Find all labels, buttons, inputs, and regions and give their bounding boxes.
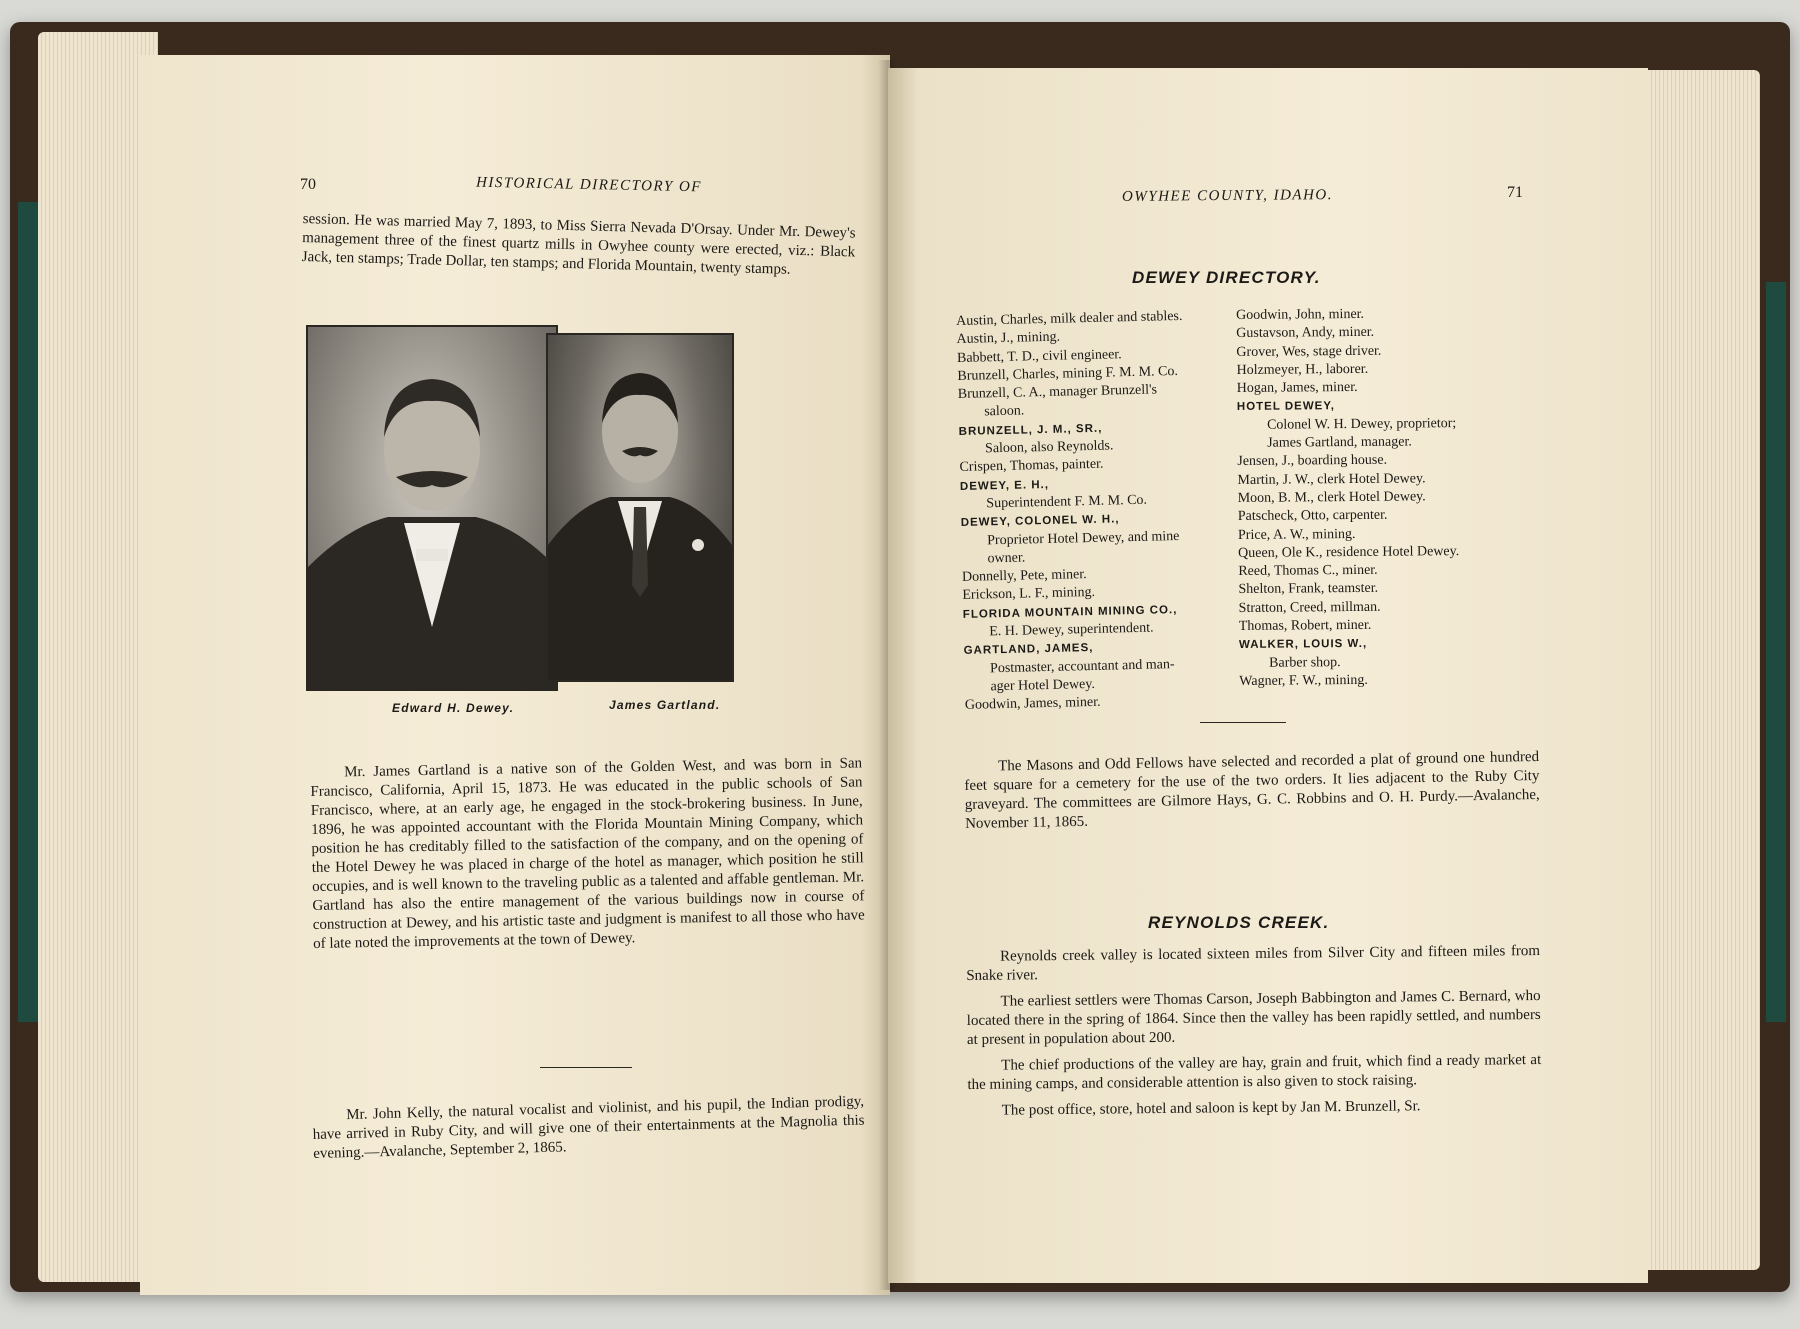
directory-entry: Postmaster, accountant and man- bbox=[989, 656, 1175, 676]
directory-entry: Colonel W. H. Dewey, proprietor; bbox=[1266, 415, 1457, 433]
directory-entry: Crispen, Thomas, painter. bbox=[959, 457, 1104, 476]
directory-entry: Erickson, L. F., mining. bbox=[962, 585, 1096, 604]
masons-paragraph-text: The Masons and Odd Fellows have selected and recorded a plat of ground one hundred feet square for a cemetery for the use of the two orders. It lies adjacent to the Ruby City graveyard. The committees are Gilmore Hays, G. C. Robbins and O. H. Purdy.—Avalanche, November 11, 1865. bbox=[964, 748, 1540, 832]
reynolds-creek-heading: REYNOLDS CREEK. bbox=[1148, 913, 1330, 932]
dewey-directory-heading: DEWEY DIRECTORY. bbox=[1132, 268, 1321, 287]
directory-entry: Patscheck, Otto, carpenter. bbox=[1237, 507, 1388, 525]
page-number-right: 71 bbox=[1507, 184, 1523, 201]
reynolds-paragraph-3: The chief productions of the valley are hay, grain and fruit, which find a ready market at the mining camps, and considerable attention is also given to stock raising. bbox=[967, 1051, 1542, 1093]
directory-entry: James Gartland, manager. bbox=[1267, 434, 1412, 451]
photo-edward-dewey bbox=[306, 325, 558, 691]
gartland-paragraph-text: Mr. James Gartland is a native son of the Golden West, and was born in San Francisco, California, April 15, 1873. He was educated in the public schools of San Francisco, where, at an early age, he engaged in the stock-brokering business. In June, 1896, he was appointed accountant with the Florida Mountain Mining Company, which position he has creditably filled to the satisfaction of the company, and on the opening of the Hotel Dewey he was placed in charge of the hotel as manager, which position he still occupies, and is well known to the traveling public as a talented and affable gentleman. Mr. Gartland has also the entire management of the various buildings now in course of construction at Dewey, and his artistic taste and judgment is manifest to all those who have of late noted the improvements at the town of Dewey. bbox=[310, 755, 865, 952]
intro-paragraph-text: session. He was married May 7, 1893, to Miss Sierra Nevada D'Orsay. Under Mr. Dewey's management three of the finest quartz mills in Owyhee county were erected, viz.: Black Jack, ten stamps; Trade Dollar, ten stamps; and Florida Mountain, twenty stamps. bbox=[301, 210, 856, 278]
cover-spine-band-right bbox=[1766, 282, 1786, 1022]
directory-column-left bbox=[956, 307, 1217, 715]
directory-entry: Superintendent F. M. M. Co. bbox=[986, 492, 1148, 512]
directory-entry: Brunzell, C. A., manager Brunzell's bbox=[957, 382, 1158, 403]
directory-entry: Thomas, Robert, miner. bbox=[1238, 617, 1372, 635]
directory-entry: Goodwin, James, miner. bbox=[964, 695, 1101, 714]
directory-entry: GARTLAND, JAMES, bbox=[963, 642, 1094, 658]
divider-rule-left bbox=[540, 1067, 632, 1068]
directory-entry: Jensen, J., boarding house. bbox=[1237, 453, 1388, 470]
directory-entry: Gustavson, Andy, miner. bbox=[1236, 325, 1375, 342]
photo-james-gartland bbox=[546, 333, 734, 682]
directory-entry: DEWEY, COLONEL W. H., bbox=[960, 513, 1120, 530]
masons-paragraph bbox=[964, 748, 1540, 834]
directory-entry: Grover, Wes, stage driver. bbox=[1236, 343, 1382, 360]
directory-entry: HOTEL DEWEY, bbox=[1236, 400, 1335, 414]
directory-entry: WALKER, LOUIS W., bbox=[1238, 638, 1368, 652]
caption-edward-dewey: Edward H. Dewey. bbox=[392, 701, 515, 715]
directory-entry: Goodwin, John, miner. bbox=[1236, 306, 1365, 323]
divider-rule-right bbox=[1200, 722, 1286, 723]
directory-entry: Shelton, Frank, teamster. bbox=[1238, 581, 1379, 598]
directory-entry: Babbett, T. D., civil engineer. bbox=[956, 346, 1122, 366]
directory-entry: BRUNZELL, J. M., SR., bbox=[958, 422, 1103, 438]
running-head-left: HISTORICAL DIRECTORY OF bbox=[475, 174, 703, 196]
directory-entry: ager Hotel Dewey. bbox=[990, 676, 1096, 695]
caption-james-gartland: James Gartland. bbox=[609, 698, 721, 712]
directory-entry: Martin, J. W., clerk Hotel Dewey. bbox=[1237, 471, 1426, 488]
directory-entry: Austin, J., mining. bbox=[956, 329, 1061, 348]
left-page bbox=[140, 55, 890, 1295]
portrait-edward-dewey-image bbox=[308, 327, 556, 689]
directory-entry: Donnelly, Pete, miner. bbox=[961, 567, 1087, 586]
kelly-paragraph-text: Mr. John Kelly, the natural vocalist and violinist, and his pupil, the Indian prodigy, have arrived in Ruby City, and will give one of their entertainments at the Magnolia this evening.—Avalanche, September 2, 1865. bbox=[312, 1093, 865, 1162]
directory-entry: FLORIDA MOUNTAIN MINING CO., bbox=[962, 603, 1178, 621]
reynolds-paragraph-2: The earliest settlers were Thomas Carson, Joseph Babbington and James C. Bernard, who located there in the spring of 1864. Since then the valley has been rapidly settled, and numbers at present in population about 200. bbox=[966, 987, 1541, 1048]
directory-entry: Stratton, Creed, millman. bbox=[1238, 599, 1381, 616]
reynolds-paragraph-1: Reynolds creek valley is located sixteen miles from Silver City and fifteen miles from Snake river. bbox=[966, 942, 1541, 984]
page-edges-right bbox=[1640, 70, 1760, 1270]
reynolds-paragraph-4: The post office, store, hotel and saloon is kept by Jan M. Brunzell, Sr. bbox=[1001, 1098, 1421, 1119]
reynolds-creek-text bbox=[966, 942, 1542, 1121]
portrait-james-gartland-image bbox=[548, 335, 732, 680]
directory-entry: saloon. bbox=[984, 403, 1025, 420]
directory-entry: Proprietor Hotel Dewey, and mine bbox=[986, 528, 1180, 548]
right-page bbox=[888, 68, 1648, 1283]
directory-entry: Wagner, F. W., mining. bbox=[1239, 672, 1368, 689]
directory-entry: owner. bbox=[987, 550, 1026, 567]
directory-entry: Moon, B. M., clerk Hotel Dewey. bbox=[1237, 489, 1426, 506]
directory-entry: Queen, Ole K., residence Hotel Dewey. bbox=[1238, 543, 1460, 561]
directory-entry: Barber shop. bbox=[1269, 654, 1341, 671]
directory-entry: Reed, Thomas C., miner. bbox=[1238, 562, 1378, 580]
directory-entry: Brunzell, Charles, mining F. M. M. Co. bbox=[957, 363, 1179, 384]
directory-entry: E. H. Dewey, superintendent. bbox=[989, 620, 1154, 640]
page-number-left: 70 bbox=[300, 176, 316, 193]
directory-entry: Holzmeyer, H., laborer. bbox=[1236, 361, 1369, 378]
directory-column-right bbox=[1236, 304, 1539, 691]
directory-entry: Hogan, James, miner. bbox=[1236, 380, 1358, 397]
intro-paragraph bbox=[302, 210, 856, 281]
directory-entry: Saloon, also Reynolds. bbox=[984, 438, 1114, 457]
gartland-paragraph bbox=[310, 754, 865, 954]
directory-entry: DEWEY, E. H., bbox=[959, 478, 1050, 493]
directory-entry: Price, A. W., mining. bbox=[1237, 526, 1356, 543]
kelly-paragraph bbox=[312, 1093, 865, 1164]
running-head-right: OWYHEE COUNTY, IDAHO. bbox=[1121, 187, 1334, 205]
directory-entry: Austin, Charles, milk dealer and stables. bbox=[956, 308, 1183, 329]
